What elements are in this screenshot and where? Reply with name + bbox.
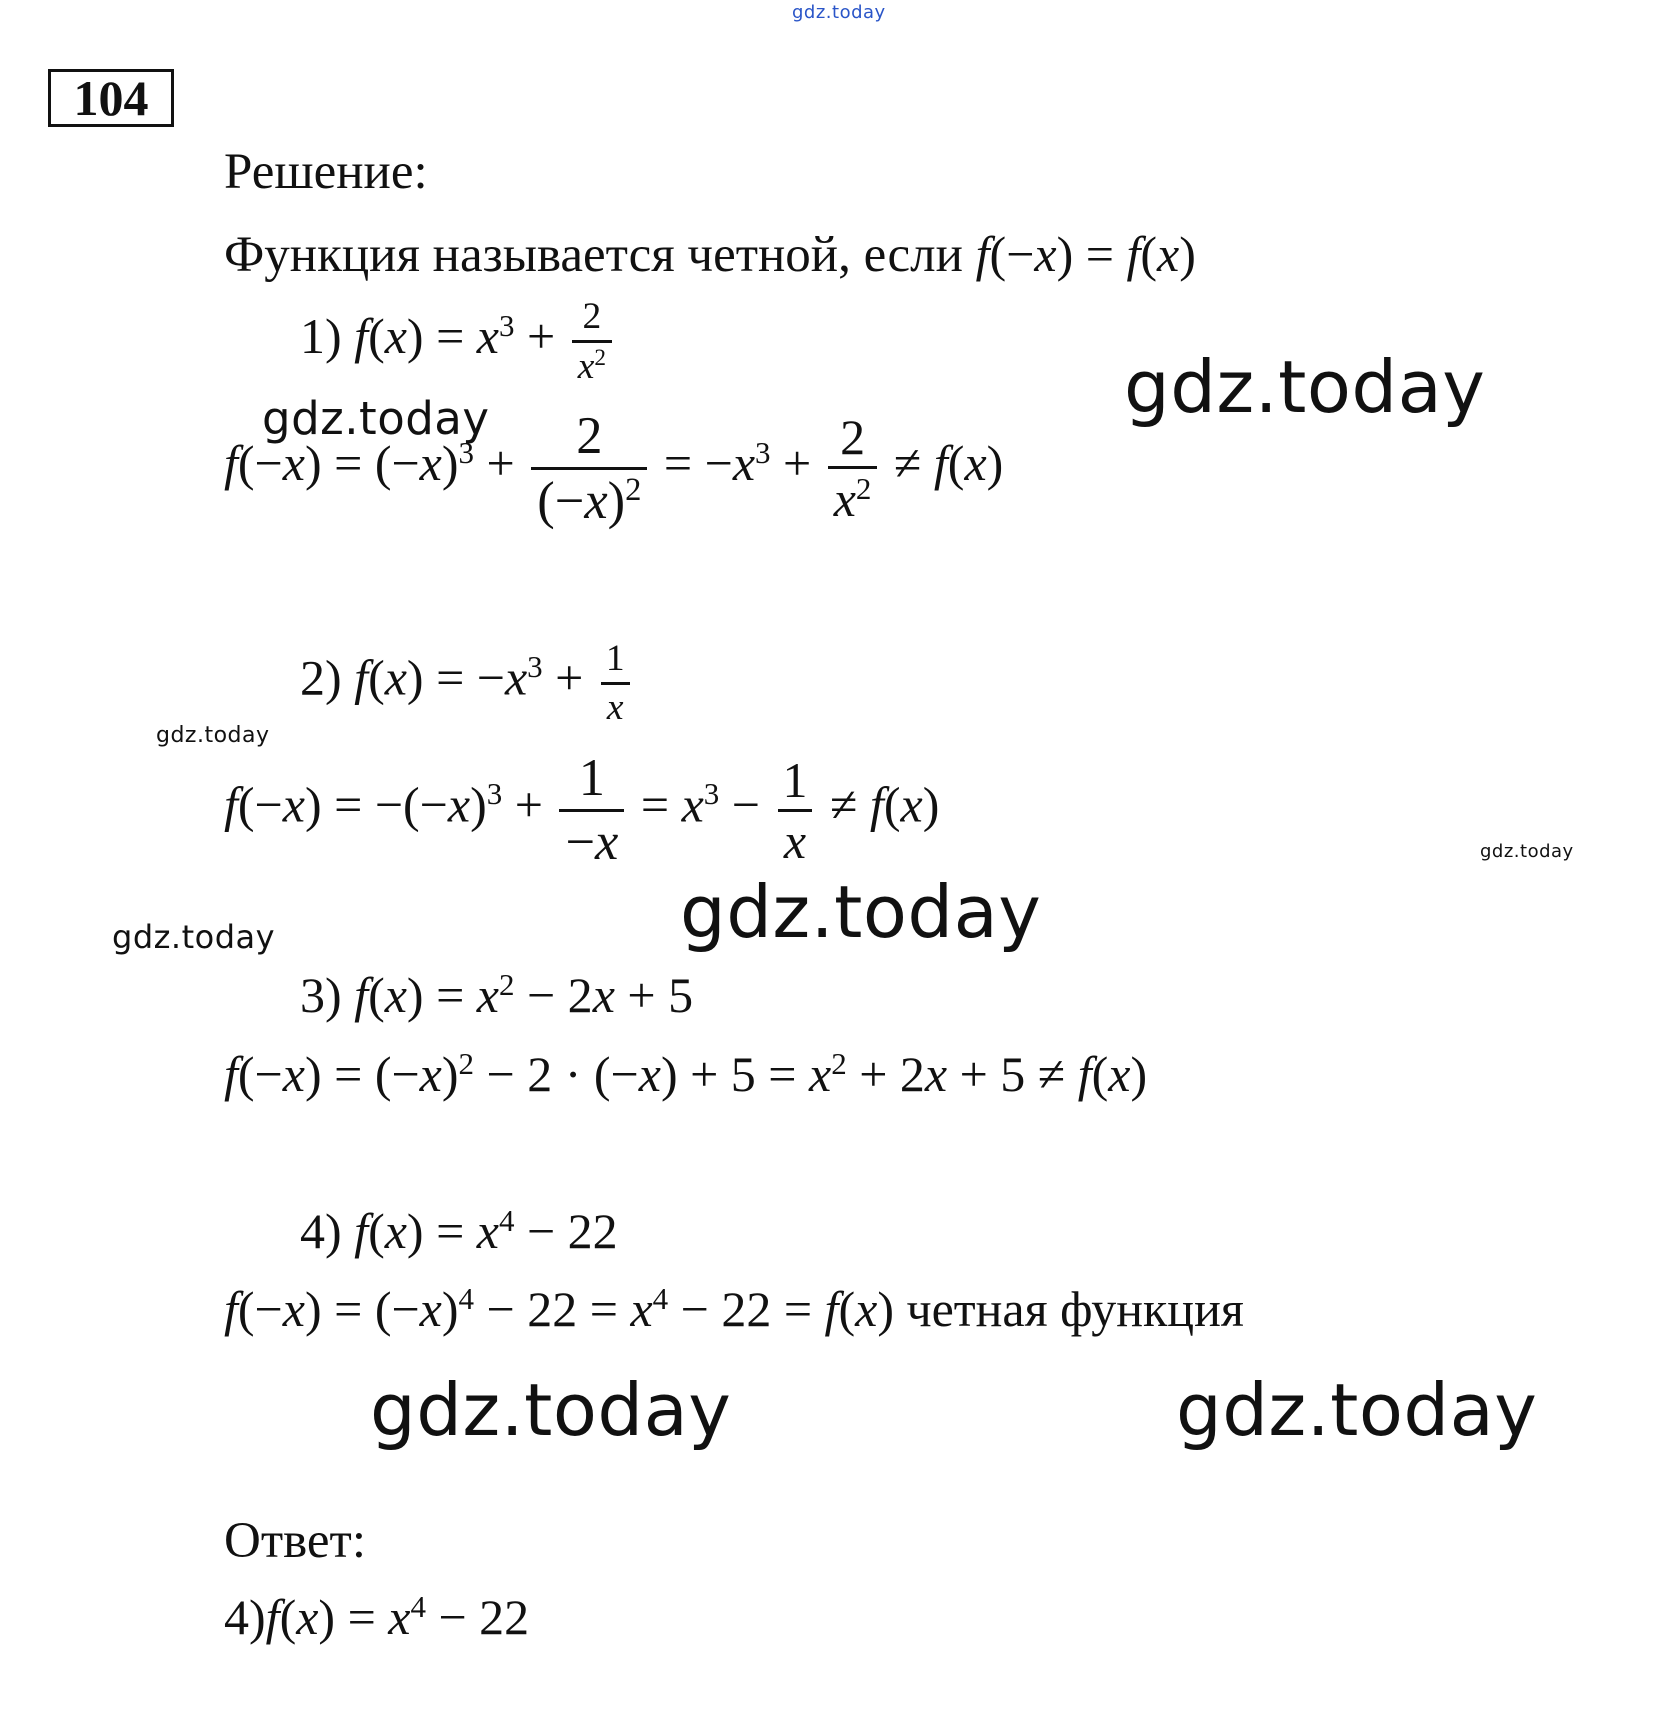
- watermark: gdz.today: [1480, 841, 1574, 862]
- solution-heading: Решение:: [224, 144, 428, 200]
- item-3-label: 3): [300, 967, 342, 1023]
- fraction: $\frac{1}{x}$: [600, 640, 631, 726]
- fraction: $\frac{1}{x}$: [776, 755, 813, 866]
- answer-line: 4)f(x) = x4 − 22: [224, 1588, 530, 1645]
- item-1-statement: 1) f(x) = x3 + $\frac{2}{x2}$: [300, 298, 616, 385]
- definition-text: Функция называется четной, если: [224, 227, 963, 283]
- item-1-label: 1): [300, 307, 342, 364]
- item-2-check: f(−x) = −(−x)3 + $\frac{1}{-x}$ = x3 − $\frac{1}{x}$ ≠ f(x): [224, 749, 940, 871]
- definition-line: [224, 225, 1196, 284]
- item-4-conclusion: четная функция: [906, 1281, 1244, 1337]
- top-watermark: gdz.today: [792, 2, 886, 23]
- watermark: gdz.today: [370, 1368, 732, 1452]
- task-number-box: [48, 69, 174, 127]
- fraction: $\frac{2}{(-x)2}$: [531, 410, 647, 527]
- task-number: 104: [73, 70, 149, 126]
- fraction: $\frac{2}{x2}$: [572, 298, 612, 385]
- watermark: gdz.today: [680, 870, 1042, 954]
- definition-formula: f(−x) = f(x): [975, 226, 1196, 282]
- watermark: gdz.today: [1124, 345, 1486, 429]
- item-2-statement: 2) f(x) = −x3 + $\frac{1}{x}$: [300, 640, 635, 726]
- watermark: gdz.today: [112, 918, 276, 956]
- item-4-label: 4): [300, 1203, 342, 1259]
- item-1-check: f(−x) = (−x)3 + $\frac{2}{(-x)2}$ = −x3 + $\frac{2}{x2}$ ≠ f(x): [224, 407, 1004, 530]
- item-3-statement: 3) f(x) = x2 − 2x + 5: [300, 966, 694, 1023]
- watermark: gdz.today: [262, 392, 490, 445]
- item-3-check: f(−x) = (−x)2 − 2 · (−x) + 5 = x2 + 2x + 5 ≠ f(x): [224, 1045, 1148, 1102]
- watermark: gdz.today: [1176, 1368, 1538, 1452]
- item-4-check: f(−x) = (−x)4 − 22 = x4 − 22 = f(x) четная функция: [224, 1280, 1244, 1337]
- watermark: gdz.today: [156, 723, 270, 748]
- answer-label: 4): [224, 1589, 266, 1645]
- fraction: $\frac{1}{-x}$: [559, 752, 624, 868]
- answer-heading: Ответ:: [224, 1513, 366, 1569]
- item-4-statement: 4) f(x) = x4 − 22: [300, 1202, 618, 1259]
- fraction: $\frac{2}{x2}$: [828, 412, 878, 524]
- item-2-label: 2): [300, 649, 342, 706]
